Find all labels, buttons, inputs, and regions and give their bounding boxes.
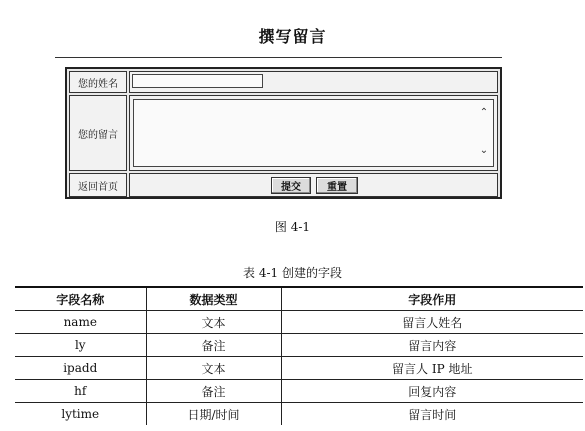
cell-field-purpose: 留言时间 [281, 403, 583, 426]
message-label: 您的留言 [69, 95, 127, 171]
actions-cell [129, 173, 498, 197]
table-row [15, 311, 583, 334]
table-caption: 表 4-1 创建的字段 [243, 266, 342, 280]
cell-field-name: hf [15, 380, 146, 403]
cell-data-type: 文本 [146, 311, 281, 334]
header-field-name: 字段名称 [15, 287, 146, 311]
name-label: 您的姓名 [69, 71, 127, 93]
guestbook-form [65, 67, 502, 199]
cell-data-type: 日期/时间 [146, 403, 281, 426]
cell-field-purpose: 留言内容 [281, 334, 583, 357]
title-divider [55, 57, 502, 58]
table-row [15, 403, 583, 426]
table-header-row [15, 287, 583, 311]
cell-field-name: ly [15, 334, 146, 357]
cell-field-purpose: 留言人 IP 地址 [281, 357, 583, 380]
name-cell [129, 71, 498, 93]
cell-field-purpose: 留言人姓名 [281, 311, 583, 334]
header-field-purpose: 字段作用 [281, 287, 583, 311]
cell-field-name: lytime [15, 403, 146, 426]
cell-data-type: 备注 [146, 334, 281, 357]
scroll-up-icon[interactable]: ⌃ [479, 107, 489, 118]
message-cell [129, 95, 498, 171]
reset-button[interactable]: 重置 [316, 177, 358, 194]
form-row-name [69, 71, 498, 93]
message-textarea[interactable] [133, 99, 494, 167]
cell-field-name: ipadd [15, 357, 146, 380]
cell-field-purpose: 回复内容 [281, 380, 583, 403]
form-row-message [69, 95, 498, 171]
cell-data-type: 文本 [146, 357, 281, 380]
scroll-down-icon[interactable]: ⌄ [479, 145, 489, 156]
table-row [15, 380, 583, 403]
table-row [15, 334, 583, 357]
cell-data-type: 备注 [146, 380, 281, 403]
name-input[interactable] [132, 74, 263, 88]
submit-button[interactable]: 提交 [271, 177, 311, 194]
page-title: 撰写留言 [258, 27, 327, 46]
header-data-type: 数据类型 [146, 287, 281, 311]
fields-table [15, 286, 583, 425]
table-row [15, 357, 583, 380]
figure-caption: 图 4-1 [274, 220, 311, 234]
back-home-link[interactable]: 返回首页 [69, 173, 127, 197]
form-row-actions [69, 173, 498, 197]
cell-field-name: name [15, 311, 146, 334]
